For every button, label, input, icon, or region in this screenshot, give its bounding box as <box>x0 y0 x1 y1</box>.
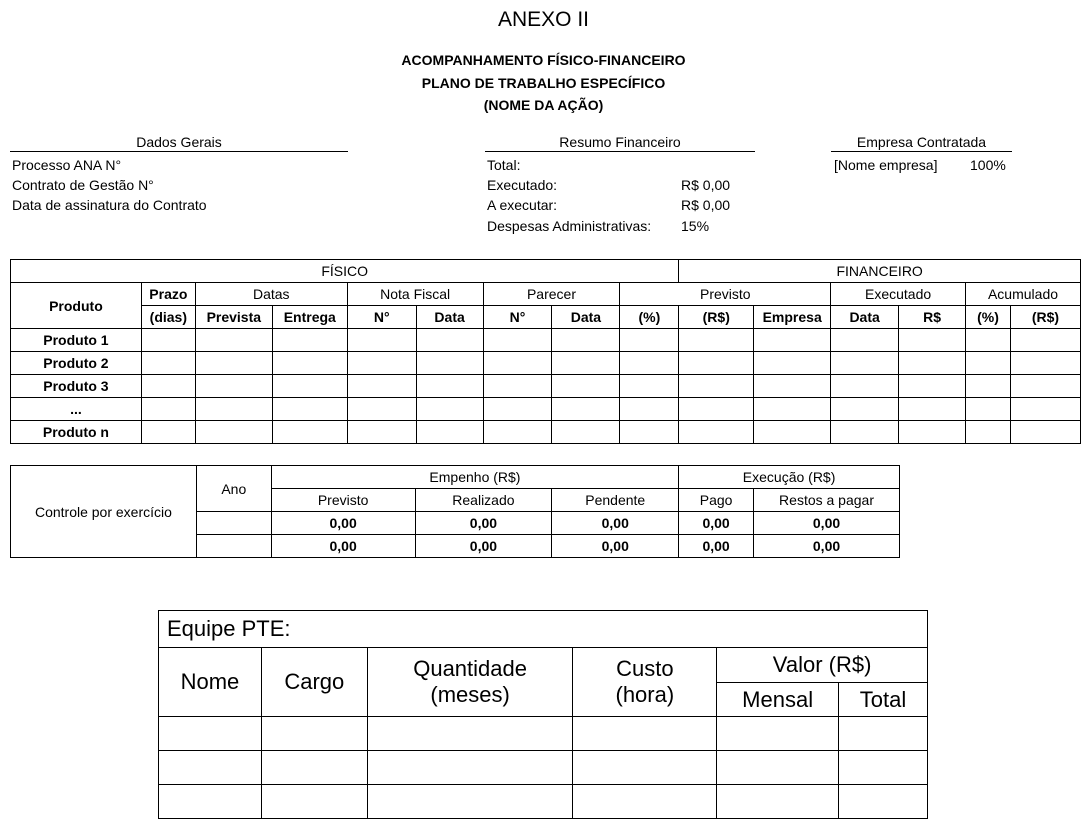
empresa-contratada-heading: Empresa Contratada <box>831 134 1012 152</box>
despesas-label: Despesas Administrativas: <box>487 218 652 234</box>
equipe-pte-table <box>158 610 928 819</box>
subtitle-line-2: PLANO DE TRABALHO ESPECÍFICO <box>421 75 666 91</box>
table-row <box>159 785 928 819</box>
despesas-value: 15% <box>681 218 710 234</box>
empresa-name: [Nome empresa] <box>834 157 938 173</box>
executado-value: R$ 0,00 <box>681 177 731 193</box>
pago-value: 0,00 <box>679 512 754 535</box>
executado-rs-header: R$ <box>899 306 966 329</box>
contrato-line: Contrato de Gestão N° <box>12 177 154 193</box>
table-row <box>11 329 1081 352</box>
pago-value: 0,00 <box>679 535 754 558</box>
resumo-financeiro-heading: Resumo Financeiro <box>485 134 755 152</box>
parecer-data-header: Data <box>552 306 620 329</box>
prazo-header: Prazo <box>141 283 195 306</box>
subtitle-line-3: (NOME DA AÇÃO) <box>483 97 604 113</box>
custo-header <box>573 648 717 717</box>
custo-label: Custo <box>616 656 674 681</box>
executado-header: Executado <box>831 283 966 306</box>
executado-label: Executado: <box>487 177 558 193</box>
dados-gerais-heading: Dados Gerais <box>10 134 348 152</box>
mensal-header: Mensal <box>717 683 839 717</box>
total-header: Total <box>839 683 928 717</box>
prevista-header: Prevista <box>195 306 272 329</box>
execucao-header: Execução (R$) <box>679 466 900 489</box>
dias-header: (dias) <box>141 306 195 329</box>
quantidade-header <box>367 648 573 717</box>
meses-label: (meses) <box>430 682 510 707</box>
nota-fiscal-header: Nota Fiscal <box>347 283 483 306</box>
previsto-header: Previsto <box>620 283 831 306</box>
cargo-header: Cargo <box>261 648 367 717</box>
valor-header: Valor (R$) <box>717 648 928 683</box>
entrega-header: Entrega <box>272 306 347 329</box>
acumulado-header: Acumulado <box>966 283 1081 306</box>
previsto-empresa-header: Empresa <box>754 306 831 329</box>
acumulado-pct-header: (%) <box>966 306 1011 329</box>
table-row <box>11 421 1081 444</box>
table-row <box>11 398 1081 421</box>
financeiro-header: FINANCEIRO <box>679 260 1081 283</box>
a-executar-value: R$ 0,00 <box>681 197 731 213</box>
nome-header: Nome <box>159 648 262 717</box>
total-label: Total: <box>487 157 521 173</box>
ano-header: Ano <box>196 466 271 512</box>
previsto-value: 0,00 <box>271 512 415 535</box>
pendente-value: 0,00 <box>552 535 679 558</box>
data-assinatura-line: Data de assinatura do Contrato <box>12 197 207 213</box>
realizado-value: 0,00 <box>415 512 552 535</box>
produto-header: Produto <box>11 283 142 329</box>
table-row <box>159 751 928 785</box>
previsto-value: 0,00 <box>271 535 415 558</box>
produto-label: Produto 3 <box>11 375 142 398</box>
pendente-value: 0,00 <box>552 512 679 535</box>
previsto-rs-header: (R$) <box>679 306 754 329</box>
execucao-restos-header: Restos a pagar <box>754 489 900 512</box>
subtitle-line-1: ACOMPANHAMENTO FÍSICO-FINANCEIRO <box>401 52 686 68</box>
a-executar-label: A executar: <box>487 197 558 213</box>
fisico-header: FÍSICO <box>11 260 679 283</box>
controle-exercicio-table <box>10 465 900 558</box>
page-title: ANEXO II <box>497 8 590 31</box>
datas-header: Datas <box>195 283 347 306</box>
nf-numero-header: N° <box>347 306 416 329</box>
fisico-financeiro-table <box>10 259 1081 444</box>
table-row <box>11 375 1081 398</box>
execucao-pago-header: Pago <box>679 489 754 512</box>
empresa-percent: 100% <box>970 157 1006 173</box>
produto-label: Produto 1 <box>11 329 142 352</box>
table-row <box>159 717 928 751</box>
realizado-value: 0,00 <box>415 535 552 558</box>
produto-label: Produto 2 <box>11 352 142 375</box>
executado-data-header: Data <box>831 306 899 329</box>
hora-label: (hora) <box>615 682 675 707</box>
processo-line: Processo ANA N° <box>12 157 122 173</box>
empenho-previsto-header: Previsto <box>271 489 415 512</box>
controle-label: Controle por exercício <box>11 466 197 558</box>
restos-value: 0,00 <box>754 512 900 535</box>
produto-label: ... <box>11 398 142 421</box>
empenho-header: Empenho (R$) <box>271 466 678 489</box>
empenho-pendente-header: Pendente <box>552 489 679 512</box>
restos-value: 0,00 <box>754 535 900 558</box>
parecer-numero-header: N° <box>483 306 552 329</box>
equipe-heading: Equipe PTE: <box>159 611 928 648</box>
acumulado-rs-header: (R$) <box>1010 306 1080 329</box>
nf-data-header: Data <box>416 306 483 329</box>
quantidade-label: Quantidade <box>413 656 527 681</box>
empenho-realizado-header: Realizado <box>415 489 552 512</box>
parecer-header: Parecer <box>483 283 620 306</box>
previsto-pct-header: (%) <box>620 306 679 329</box>
table-row <box>11 352 1081 375</box>
produto-label: Produto n <box>11 421 142 444</box>
